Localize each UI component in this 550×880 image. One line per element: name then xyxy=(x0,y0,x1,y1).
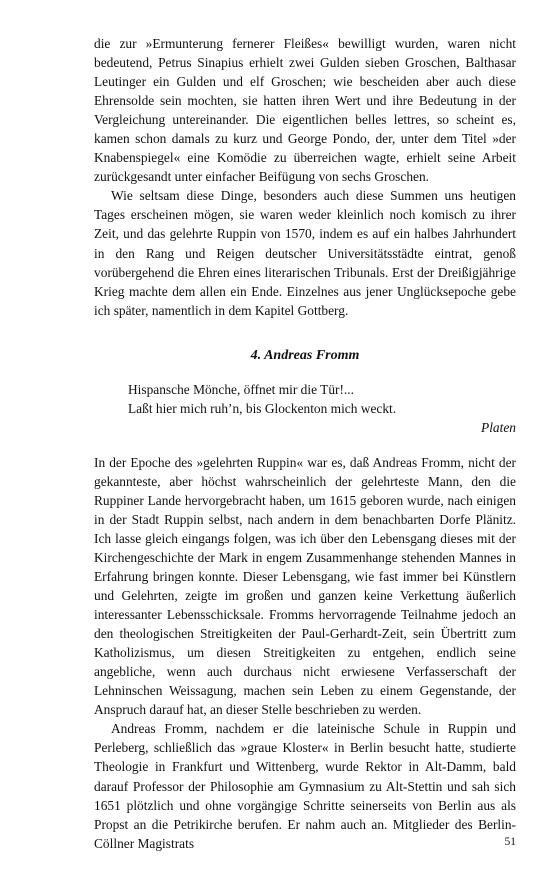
section-heading: 4. Andreas Fromm xyxy=(250,347,360,363)
paragraph-4: Andreas Fromm, nachdem er die lateinische Schule in Ruppin und Perleberg, schließlich das »graue Kloster« in Berlin besucht hatte, studierte Theologie in Frankfurt und Wittenberg, wurde Rektor in Alt-Damm, bald darauf Professor der Philosophie am Gymnasium zu Alt-Stettin und sah sich 1651 plötzlich und ohne vorgängige Schritte seinerseits von Berlin aus als Propst an die Petrikirche berufen. Er nahm auch an. Mitglieder des Berlin-Cöllner Magistrats xyxy=(94,721,516,851)
page-body xyxy=(94,34,516,853)
paragraph-1: die zur »Ermunterung fernerer Fleißes« bewilligt wurden, waren nicht bedeutend, Petrus Sinapius erhielt zwei Gulden sieben Groschen, Balthasar Leutinger ein Gulden und elf Groschen; wie bescheiden aber auch diese Ehrensolde sein mochten, sie hatten ihren Wert und ihre Bedeutung in der Vergleichung untereinander. Die eigentlichen belles lettres, so scheint es, kamen schon damals zu kurz und George Pondo, der, unter dem Titel »der Knabenspiegel« eine Komödie zu überreichen wagte, erhielt seine Arbeit zurückgesandt unter einfacher Beifügung von sechs Groschen. xyxy=(94,36,516,185)
paragraph-2: Wie seltsam diese Dinge, besonders auch diese Summen uns heutigen Tages erscheinen mögen, sie waren weder kleinlich noch komisch zu ihrer Zeit, und das gelehrte Ruppin von 1570, indem es auf ein halbes Jahrhundert in den Rang und Reigen deutscher Universitätsstädte eintrat, genoß vorübergehend die Ehren eines literarischen Tribunals. Erst der Dreißigjährige Krieg machte dem allen ein Ende. Einzelnes aus jener Unglücksepoche gebe ich später, namentlich in dem Kapitel Gottberg. xyxy=(94,188,516,318)
epigraph xyxy=(128,380,516,437)
epigraph-author: Platen xyxy=(481,419,516,435)
epigraph-line-2: Laßt hier mich ruh’n, bis Glockenton mich weckt. xyxy=(128,400,397,416)
paragraph-3: In der Epoche des »gelehrten Ruppin« war es, daß Andreas Fromm, nicht der gekannteste, aber höchst wahrscheinlich der gelehrteste Mann, den die Ruppiner Lande hervorgebracht haben, um 1615 geboren wurde, nach einigen in der Stadt Ruppin selbst, nach andern in dem benachbarten Dorfe Plänitz. Ich lasse gleich eingangs folgen, was ich über den Lebensgang dieses mit der Kirchengeschichte der Mark in engem Zusammenhange stehenden Mannes in Erfahrung bringen konnte. Dieser Lebensgang, wie fast immer bei Künstlern und Gelehrten, zeigte im großen und ganzen keine Verkettung äußerlich interessanter Lebensschicksale. Fromms hervorragende Teilnahme jedoch an den theologischen Streitigkeiten der Paul-Gerhardt-Zeit, sein Übertritt zum Katholizismus, um diesen Streitigkeiten zu entgehen, endlich seine angebliche, wenn auch durchaus nicht erwiesene Verfasserschaft der Lehninschen Weissagung, machen sein Leben zu einem Gegenstande, der Anspruch darauf hat, an dieser Stelle beschrieben zu werden. xyxy=(94,454,516,718)
page-number: 51 xyxy=(504,836,516,848)
epigraph-line-1: Hispansche Mönche, öffnet mir die Tür!... xyxy=(128,381,354,397)
